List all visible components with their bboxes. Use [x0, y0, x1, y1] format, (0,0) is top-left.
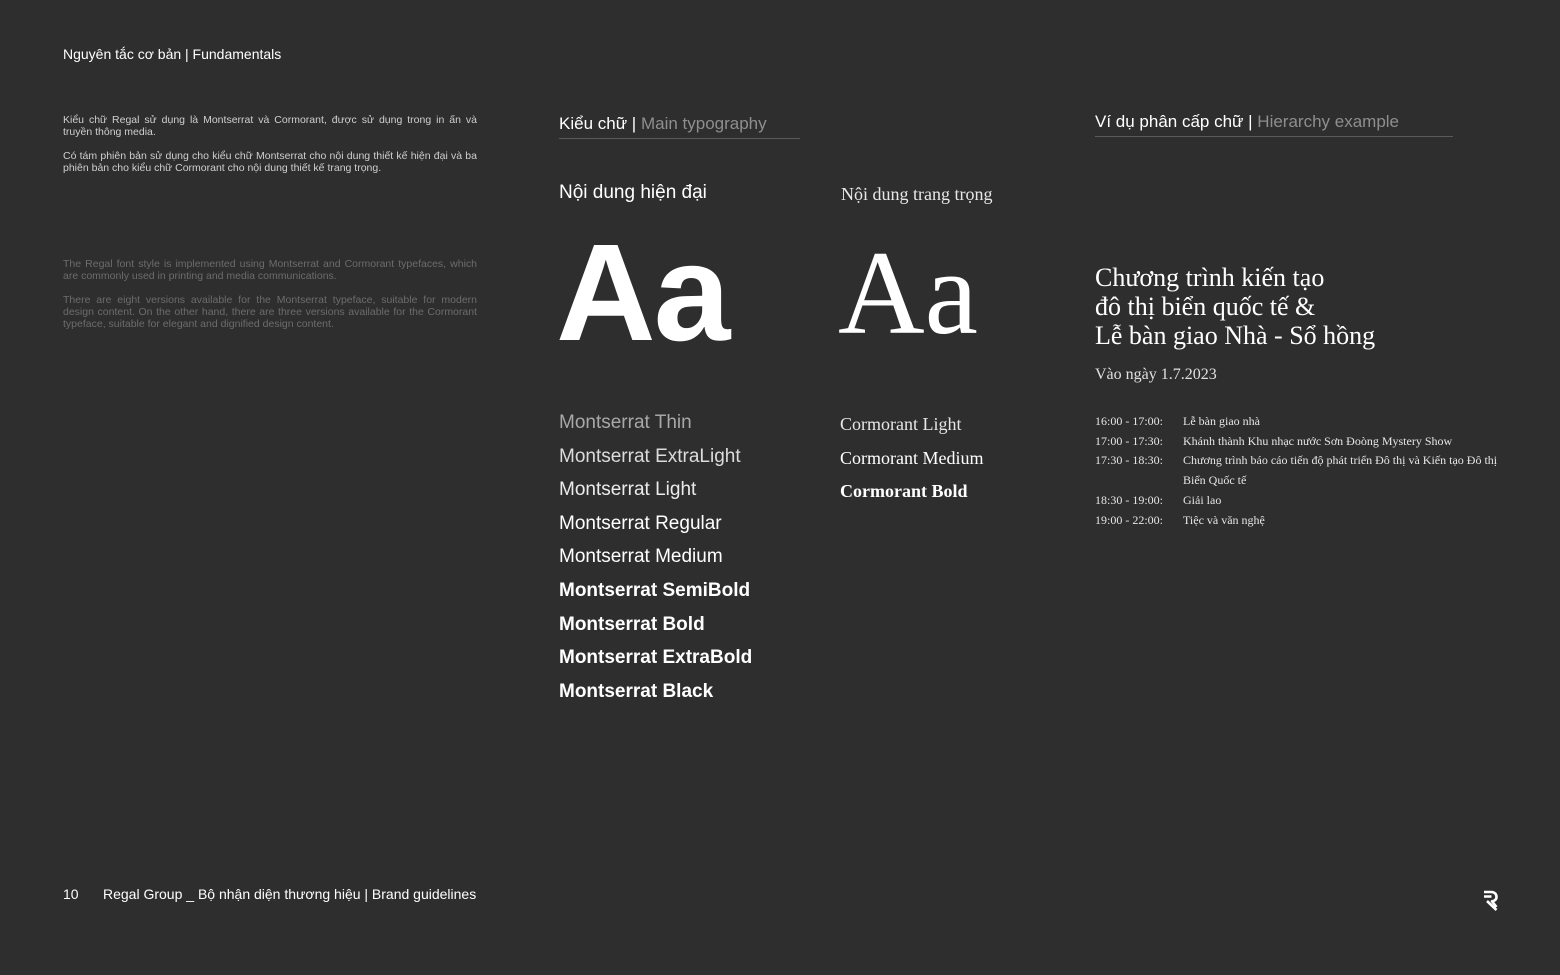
sans-weight-item: Montserrat SemiBold: [559, 579, 751, 601]
serif-sample-glyphs: Aa: [838, 226, 978, 359]
hierarchy-title-line: đô thị biển quốc tế &: [1095, 292, 1316, 321]
page-number: 10: [63, 886, 79, 902]
typography-heading-muted: Main typography: [640, 114, 767, 133]
sans-weight-item: Montserrat Medium: [559, 546, 723, 568]
hierarchy-date: Vào ngày 1.7.2023: [1095, 366, 1217, 383]
schedule-event: Lễ bàn giao nhà: [1183, 414, 1260, 428]
sans-weight-item: Montserrat Light: [559, 479, 697, 501]
schedule-row: [1095, 451, 1503, 490]
serif-weight-item: Cormorant Bold: [840, 481, 968, 501]
intro-en-paragraph: The Regal font style is implemented using Montserrat and Cormorant typefaces, which are commonly used in printing and media communications.: [63, 258, 477, 282]
intro-en-paragraph: There are eight versions available for the Montserrat typeface, suitable for modern design content. On the other hand, there are three versions available for the Cormorant typeface, suitable for elegant and dignified design content.: [63, 294, 477, 330]
serif-weight-item: Cormorant Light: [840, 414, 962, 434]
intro-vietnamese: [63, 114, 477, 186]
sans-weight-item: Montserrat Thin: [559, 412, 692, 433]
hierarchy-title: [1095, 263, 1515, 350]
schedule-time: 19:00 - 22:00:: [1095, 512, 1163, 527]
schedule-row: [1095, 511, 1503, 531]
sans-weight-item: Montserrat Black: [559, 680, 714, 702]
schedule-time: 16:00 - 17:00:: [1095, 414, 1163, 428]
serif-weight-item: Cormorant Medium: [840, 447, 984, 468]
schedule-row: [1095, 412, 1503, 432]
schedule-event: Khánh thành Khu nhạc nước Sơn Đoòng Mystery Show: [1183, 433, 1453, 448]
section-title: Nguyên tắc cơ bản | Fundamentals: [63, 46, 282, 62]
typography-heading-main: Kiểu chữ |: [559, 114, 641, 133]
document-title: Regal Group _ Bộ nhận diện thương hiệu | Brand guidelines: [103, 886, 477, 902]
schedule-row: [1095, 491, 1503, 511]
sans-weight-item: Montserrat ExtraBold: [559, 647, 753, 669]
intro-english: [63, 258, 477, 342]
schedule-event: Giải lao: [1183, 492, 1222, 507]
hierarchy-heading: [1095, 112, 1453, 137]
schedule-event: Chương trình báo cáo tiến độ phát triển Đô thị và Kiến tạo Đô thị Biển Quốc tế: [1183, 453, 1498, 488]
schedule-time: 17:00 - 17:30:: [1095, 433, 1163, 448]
schedule-time: 18:30 - 19:00:: [1095, 492, 1163, 507]
intro-vi-paragraph: Có tám phiên bản sử dụng cho kiểu chữ Montserrat cho nội dung thiết kế hiện đại và ba phiên bản cho kiểu chữ Cormorant cho nội dung thiết kế trang trọng.: [63, 150, 477, 174]
serif-weight-list: [840, 412, 983, 513]
schedule-time: 17:30 - 18:30:: [1095, 453, 1163, 468]
sans-weight-item: Montserrat ExtraLight: [559, 445, 741, 467]
sans-weight-item: Montserrat Bold: [559, 613, 705, 635]
sans-weight-list: [559, 410, 752, 712]
hierarchy-title-line: Lễ bàn giao Nhà - Sổ hồng: [1095, 321, 1376, 350]
schedule-event: Tiệc và văn nghệ: [1183, 512, 1265, 527]
typography-heading: [559, 114, 800, 139]
sans-category-label: Nội dung hiện đại: [559, 182, 707, 203]
serif-category-label: Nội dung trang trọng: [841, 184, 993, 204]
hierarchy-heading-muted: Hierarchy example: [1257, 112, 1400, 131]
sans-weight-item: Montserrat Regular: [559, 512, 722, 534]
sans-sample-glyphs: Aa: [556, 216, 729, 370]
regal-logo-icon: [1482, 890, 1498, 912]
schedule-list: [1095, 412, 1503, 530]
schedule-row: [1095, 432, 1503, 452]
hierarchy-heading-main: Ví dụ phân cấp chữ |: [1095, 112, 1258, 131]
hierarchy-title-line: Chương trình kiến tạo: [1095, 263, 1325, 292]
intro-vi-paragraph: Kiểu chữ Regal sử dụng là Montserrat và Cormorant, được sử dụng trong in ấn và truyền thông media.: [63, 114, 477, 138]
